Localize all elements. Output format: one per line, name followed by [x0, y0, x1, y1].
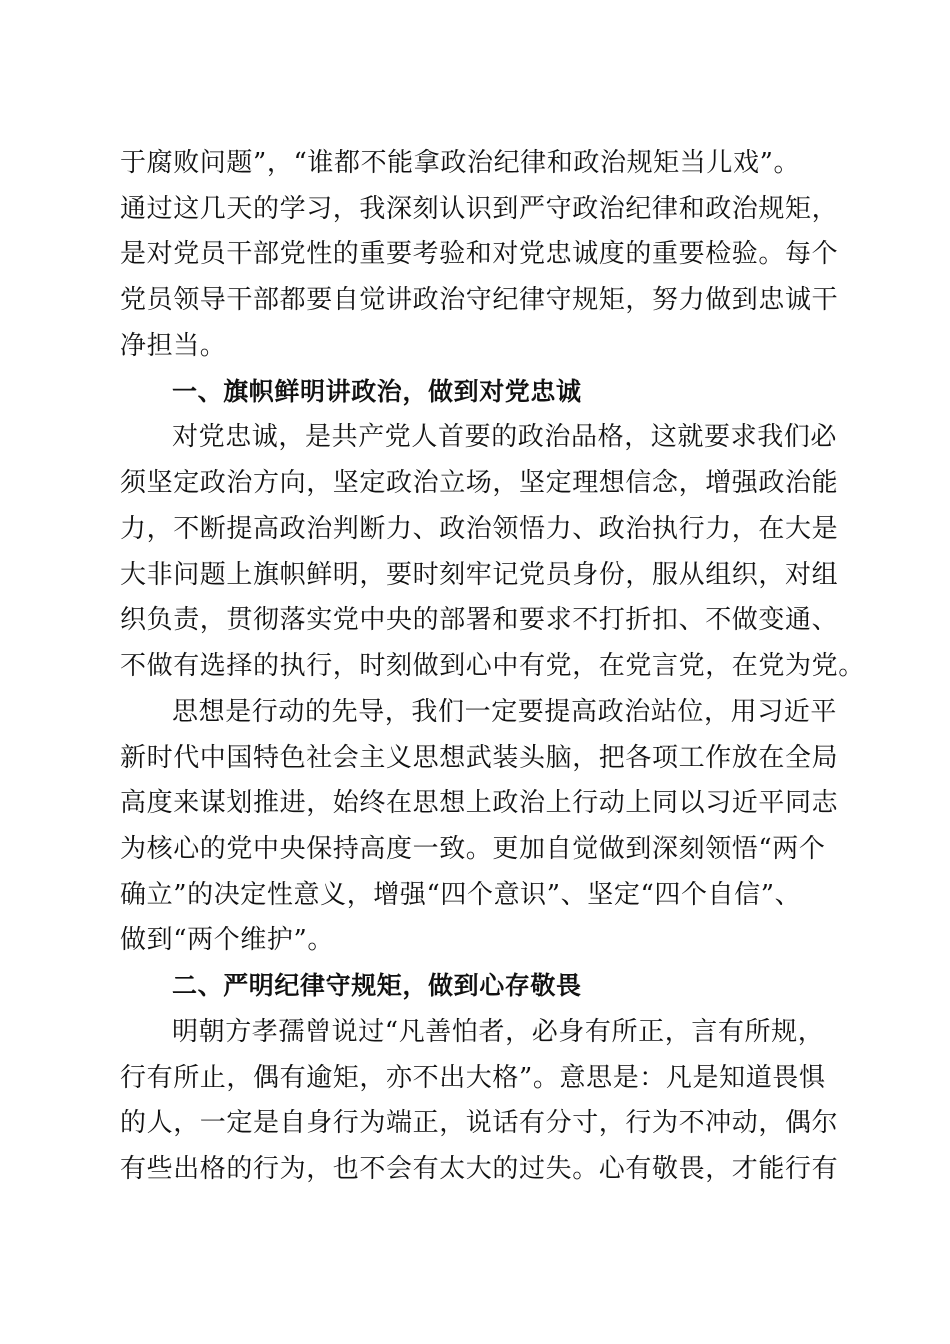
text-line: 新时代中国特色社会主义思想武装头脑，把各项工作放在全局: [120, 743, 839, 773]
text-line: 明朝方孝孺曾说过“凡善怕者，必身有所正，言有所规，: [172, 1017, 825, 1047]
text-line: 的人，一定是自身行为端正，说话有分寸，行为不冲动，偶尔: [120, 1108, 839, 1138]
section-heading-1: 一、旗帜鲜明讲政治，做到对党忠诚: [172, 377, 582, 406]
text-line: 通过这几天的学习，我深刻认识到严守政治纪律和政治规矩，: [120, 194, 839, 224]
text-line: 为核心的党中央保持高度一致。更加自觉做到深刻领悟“两个: [120, 834, 826, 864]
text-line: 力，不断提高政治判断力、政治领悟力、政治执行力，在大是: [120, 514, 839, 544]
text-line: 织负责，贯彻落实党中央的部署和要求不打折扣、不做变通、: [120, 605, 839, 635]
text-line: 是对党员干部党性的重要考验和对党忠诚度的重要检验。每个: [120, 239, 839, 269]
text-line: 于腐败问题”，“谁都不能拿政治纪律和政治规矩当儿戏”。: [120, 148, 801, 178]
text-line: 行有所止，偶有逾矩，亦不出大格”。意思是：凡是知道畏惧: [120, 1063, 826, 1093]
text-line: 思想是行动的先导，我们一定要提高政治站位，用习近平: [172, 697, 838, 727]
text-line: 不做有选择的执行，时刻做到心中有党，在党言党，在党为党。: [120, 651, 865, 681]
section-heading-2: 二、严明纪律守规矩，做到心存敬畏: [172, 971, 582, 1000]
text-line: 净担当。: [120, 331, 227, 361]
text-line: 有些出格的行为，也不会有太大的过失。心有敬畏，才能行有: [120, 1154, 839, 1184]
text-line: 高度来谋划推进，始终在思想上政治上行动上同以习近平同志: [120, 788, 839, 818]
text-line: 确立”的决定性意义，增强“四个意识”、坚定“四个自信”、: [120, 880, 802, 910]
text-line: 须坚定政治方向，坚定政治立场，坚定理想信念，增强政治能: [120, 468, 839, 498]
text-line: 做到“两个维护”。: [120, 925, 334, 955]
text-line: 对党忠诚，是共产党人首要的政治品格，这就要求我们必: [172, 422, 838, 452]
text-line: 大非问题上旗帜鲜明，要时刻牢记党员身份，服从组织，对组: [120, 560, 839, 590]
text-line: 党员领导干部都要自觉讲政治守纪律守规矩，努力做到忠诚干: [120, 285, 839, 315]
